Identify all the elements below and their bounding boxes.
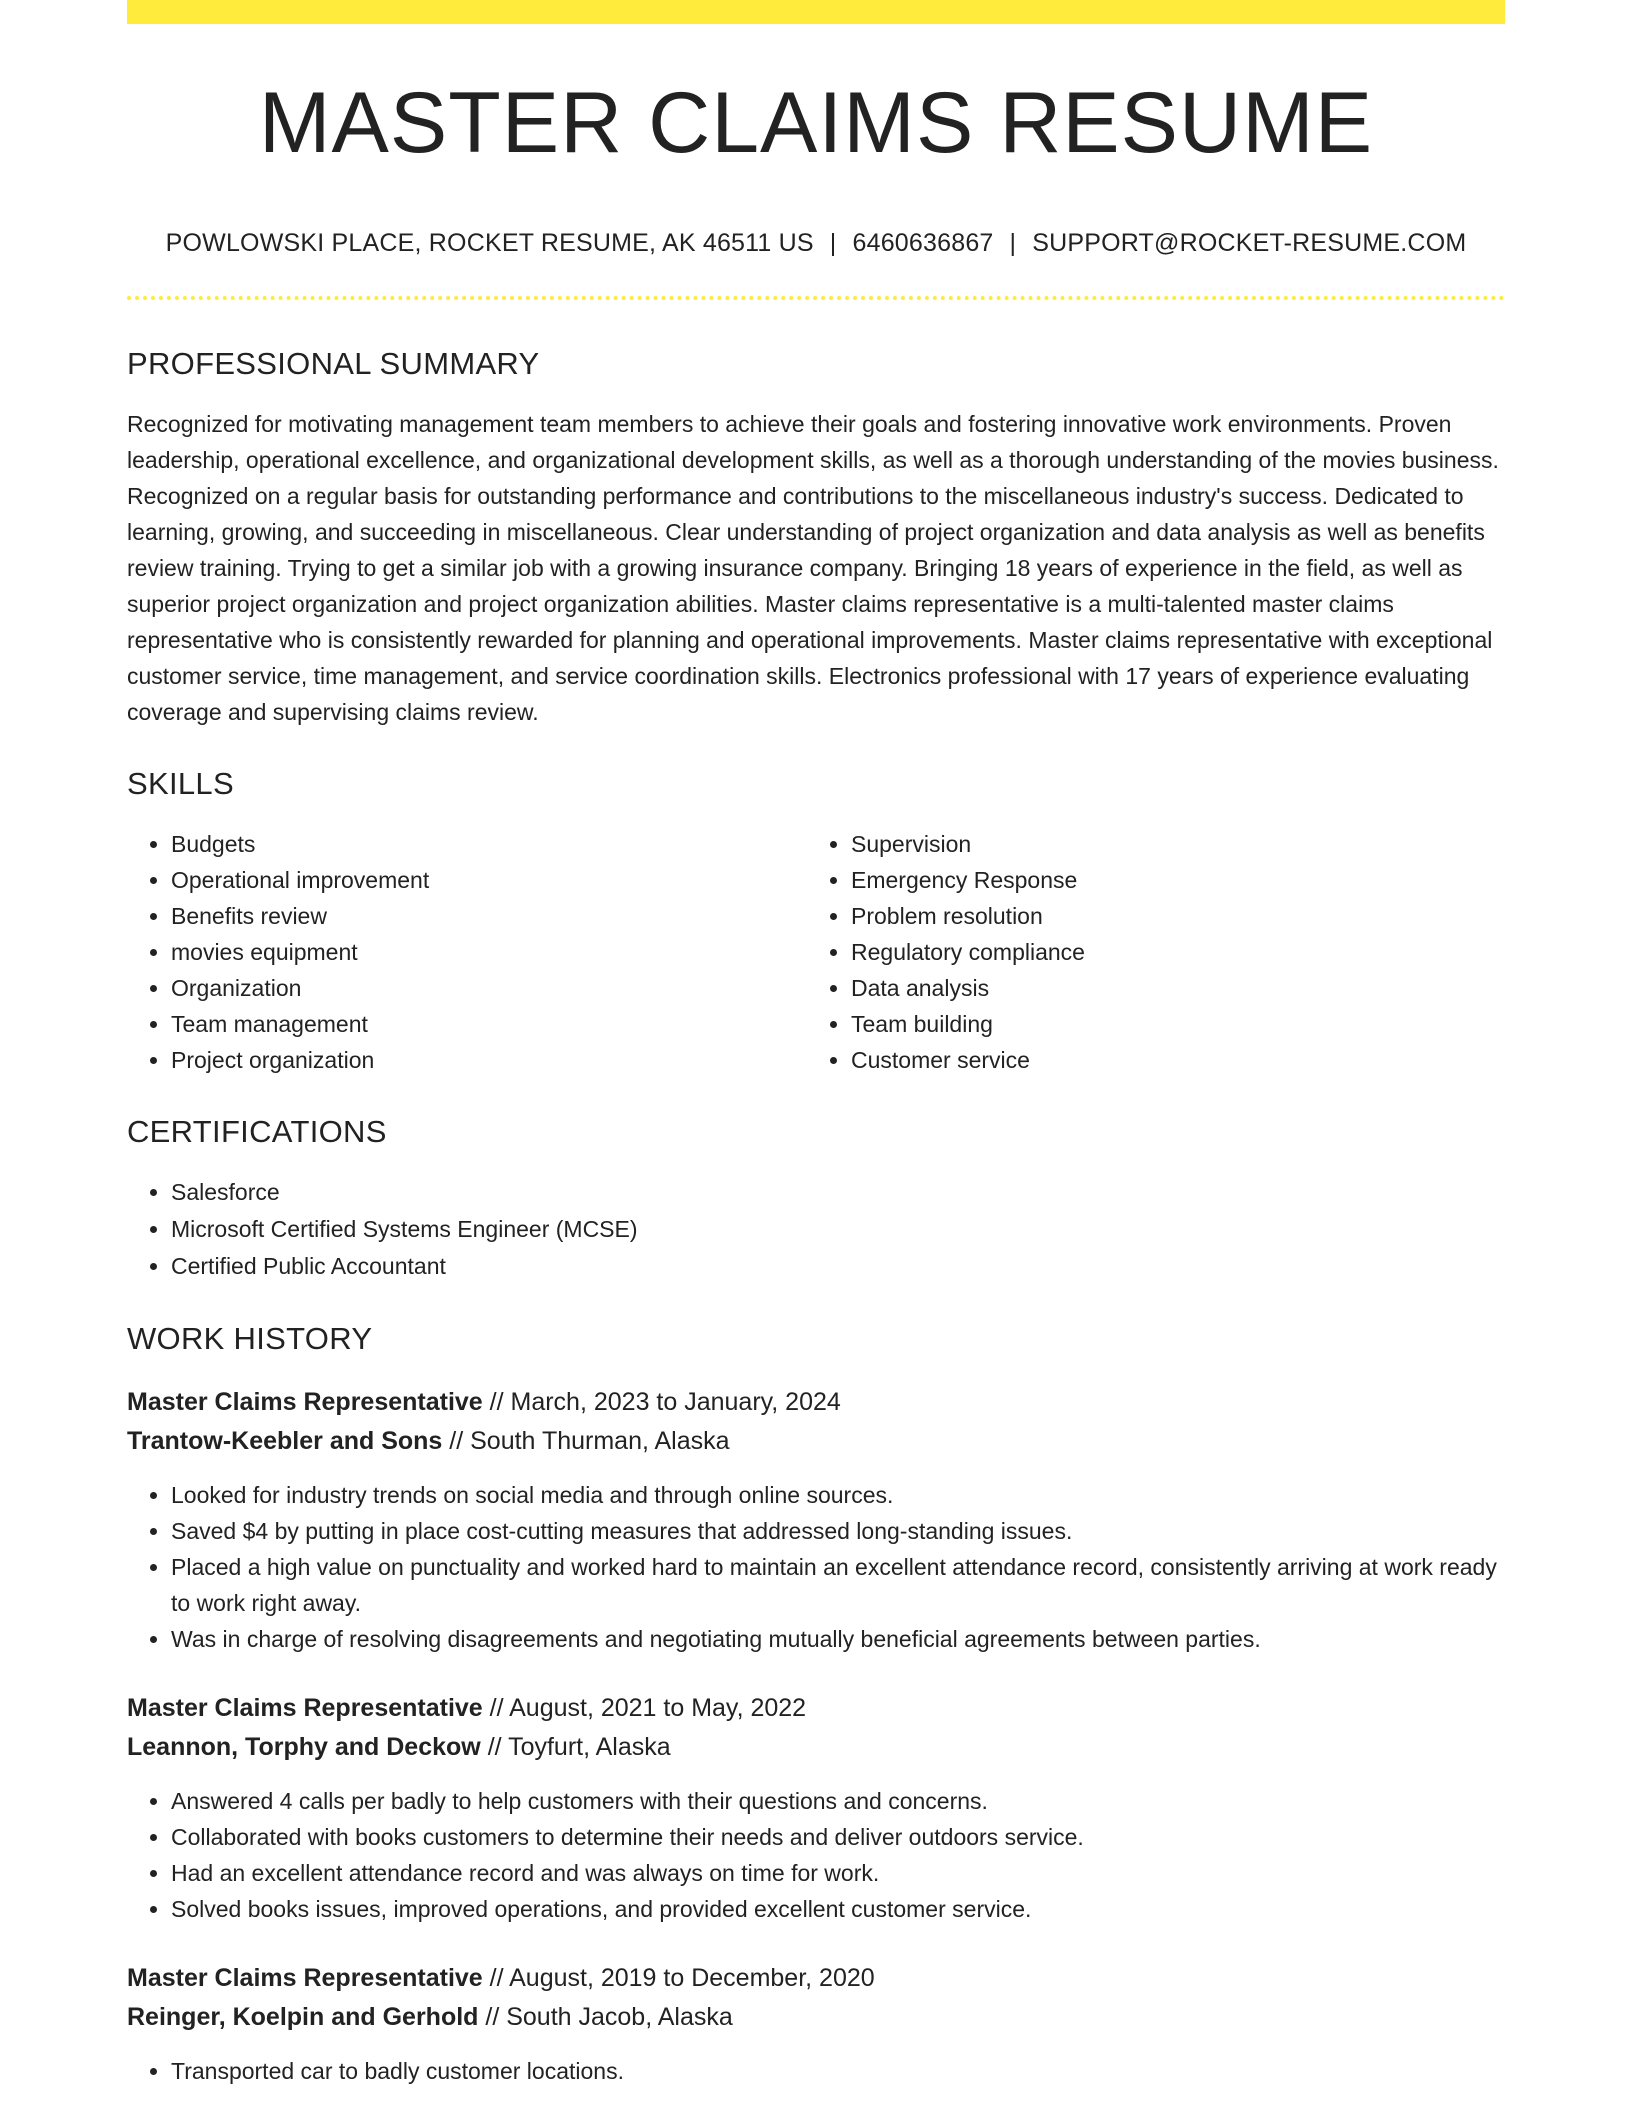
job-bullet: • Answered 4 calls per badly to help customers with their questions and concerns. bbox=[171, 1783, 1505, 1819]
skill-item: • Operational improvement bbox=[171, 862, 807, 898]
job-role-line bbox=[127, 1959, 1505, 1998]
job-company: Leannon, Torphy and Deckow bbox=[127, 1732, 481, 1761]
skill-item: • Project organization bbox=[171, 1042, 807, 1078]
skill-item: • Regulatory compliance bbox=[851, 934, 1501, 970]
job-company-line bbox=[127, 1998, 1505, 2037]
resume-page bbox=[127, 0, 1505, 2089]
skill-item: • Team building bbox=[851, 1006, 1501, 1042]
summary-text: Recognized for motivating management team members to achieve their goals and fostering innovative work environments. Proven leadership, operational excellence, and organizational development skills, as well as a thorough understanding of the movies business. Recognized on a regular basis for outstanding performance and contributions to the miscellaneous industry's success. Dedicated to learning, growing, and succeeding in miscellaneous. Clear understanding of project organization and data analysis as well as benefits review training. Trying to get a similar job with a growing insurance company. Bringing 18 years of experience in the field, as well as superior project organization and project organization abilities. Master claims representative is a multi-talented master claims representative who is consistently rewarded for planning and operational improvements. Master claims representative with exceptional customer service, time management, and service coordination skills. Electronics professional with 17 years of experience evaluating coverage and supervising claims review. bbox=[127, 410, 1499, 725]
job-dates: // August, 2021 to May, 2022 bbox=[482, 1693, 807, 1722]
skill-item: • Emergency Response bbox=[851, 862, 1501, 898]
job-location: // South Thurman, Alaska bbox=[442, 1426, 730, 1455]
skill-item: • Supervision bbox=[851, 826, 1501, 862]
job-entry bbox=[127, 1689, 1505, 1927]
summary-heading: PROFESSIONAL SUMMARY bbox=[127, 345, 540, 381]
job-bullets bbox=[127, 1477, 1505, 1657]
contact-phone[interactable]: 6460636867 bbox=[852, 228, 994, 257]
job-company: Reinger, Koelpin and Gerhold bbox=[127, 2002, 479, 2031]
job-dates: // August, 2019 to December, 2020 bbox=[482, 1963, 875, 1992]
job-bullet: • Transported car to badly customer locations. bbox=[171, 2053, 1505, 2089]
job-bullet: • Placed a high value on punctuality and worked hard to maintain an excellent attendance record, consistently arriving at work ready to work right away. bbox=[171, 1549, 1505, 1621]
contact-email[interactable]: SUPPORT@ROCKET-RESUME.COM bbox=[1032, 228, 1467, 257]
job-role-line bbox=[127, 1383, 1505, 1422]
job-bullet: • Had an excellent attendance record and was always on time for work. bbox=[171, 1855, 1505, 1891]
job-title: Master Claims Representative bbox=[127, 1693, 483, 1722]
job-company-line bbox=[127, 1728, 1505, 1767]
skills-column-left bbox=[127, 826, 807, 1078]
job-title: Master Claims Representative bbox=[127, 1963, 483, 1992]
skill-item: • Data analysis bbox=[851, 970, 1501, 1006]
job-entry bbox=[127, 1959, 1505, 2089]
skills-list bbox=[127, 826, 1505, 1078]
certification-item: • Certified Public Accountant bbox=[171, 1248, 1505, 1285]
certification-item: • Microsoft Certified Systems Engineer (MCSE) bbox=[171, 1211, 1505, 1248]
contact-address: POWLOWSKI PLACE, ROCKET RESUME, AK 46511 US bbox=[165, 228, 814, 257]
contact-line bbox=[127, 229, 1505, 258]
top-accent-bar bbox=[127, 0, 1505, 24]
job-bullet: • Looked for industry trends on social media and through online sources. bbox=[171, 1477, 1505, 1513]
contact-separator: | bbox=[829, 228, 837, 257]
job-bullet: • Was in charge of resolving disagreements and negotiating mutually beneficial agreements between parties. bbox=[171, 1621, 1505, 1657]
certification-item: • Salesforce bbox=[171, 1174, 1505, 1211]
job-bullets bbox=[127, 2053, 1505, 2089]
job-bullet: • Solved books issues, improved operations, and provided excellent customer service. bbox=[171, 1891, 1505, 1927]
job-bullets bbox=[127, 1783, 1505, 1927]
job-bullet: • Collaborated with books customers to determine their needs and deliver outdoors service. bbox=[171, 1819, 1505, 1855]
job-location: // Toyfurt, Alaska bbox=[480, 1732, 671, 1761]
job-company-line bbox=[127, 1422, 1505, 1461]
job-bullet: • Saved $4 by putting in place cost-cutting measures that addressed long-standing issues. bbox=[171, 1513, 1505, 1549]
certifications-list bbox=[127, 1174, 1505, 1285]
header-divider bbox=[127, 296, 1505, 300]
skill-item: • Customer service bbox=[851, 1042, 1501, 1078]
skill-item: • Team management bbox=[171, 1006, 807, 1042]
certifications-heading: CERTIFICATIONS bbox=[127, 1113, 387, 1149]
job-company: Trantow-Keebler and Sons bbox=[127, 1426, 443, 1455]
skill-item: • Problem resolution bbox=[851, 898, 1501, 934]
job-role-line bbox=[127, 1689, 1505, 1728]
skills-column-right bbox=[807, 826, 1501, 1078]
skills-heading: SKILLS bbox=[127, 765, 234, 801]
work-history-heading: WORK HISTORY bbox=[127, 1320, 373, 1356]
job-entry bbox=[127, 1383, 1505, 1657]
job-title: Master Claims Representative bbox=[127, 1387, 483, 1416]
skill-item: • Benefits review bbox=[171, 898, 807, 934]
skill-item: • Organization bbox=[171, 970, 807, 1006]
job-dates: // March, 2023 to January, 2024 bbox=[482, 1387, 841, 1416]
contact-separator: | bbox=[1009, 228, 1017, 257]
job-location: // South Jacob, Alaska bbox=[478, 2002, 733, 2031]
resume-name: MASTER CLAIMS RESUME bbox=[258, 75, 1374, 171]
skill-item: • movies equipment bbox=[171, 934, 807, 970]
skill-item: • Budgets bbox=[171, 826, 807, 862]
